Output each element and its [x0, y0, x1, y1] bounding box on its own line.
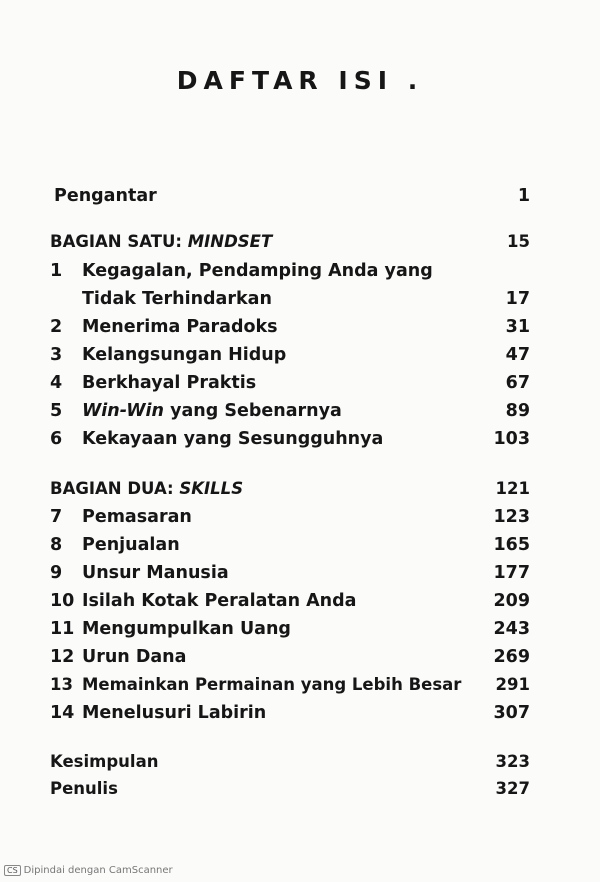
- toc-entry-ch5[interactable]: [50, 397, 530, 425]
- toc-label: Kegagalan, Pendamping Anda yang: [82, 261, 433, 281]
- toc-entry-ch3[interactable]: [50, 341, 530, 369]
- toc-entry-kesimpulan[interactable]: [50, 748, 530, 776]
- toc-label: Kelangsungan Hidup: [82, 345, 287, 365]
- toc-number: 11: [50, 619, 75, 639]
- toc-entry-penulis[interactable]: [50, 775, 530, 803]
- toc-number: 10: [50, 591, 75, 611]
- toc-label: BAGIAN SATU: MINDSET: [50, 232, 273, 251]
- toc-page: 177: [493, 563, 530, 583]
- toc-number: 2: [50, 317, 63, 337]
- toc-number: 4: [50, 373, 63, 393]
- toc-page: 327: [495, 779, 530, 798]
- toc-section-bagian-dua[interactable]: [50, 475, 530, 503]
- toc-label: Penulis: [50, 779, 118, 798]
- toc-entry-ch6[interactable]: [50, 425, 530, 453]
- page-title: DAFTAR ISI .: [176, 66, 424, 95]
- toc-page: 291: [495, 675, 530, 694]
- toc-label: Menelusuri Labirin: [82, 703, 267, 723]
- toc-label: Win-Win yang Sebenarnya: [82, 401, 342, 421]
- toc-entry-ch9[interactable]: [50, 559, 530, 587]
- toc-page: 31: [505, 317, 530, 337]
- scanner-text: Dipindai dengan CamScanner: [23, 865, 173, 876]
- toc-entry-ch1-continued[interactable]: [50, 285, 530, 313]
- toc-page: 307: [493, 703, 530, 723]
- toc-section-bagian-satu[interactable]: [50, 228, 530, 256]
- toc-number: 12: [50, 647, 75, 667]
- toc-entry-ch4[interactable]: [50, 369, 530, 397]
- toc-number: 5: [50, 401, 63, 421]
- toc-page: 269: [493, 647, 530, 667]
- toc-label: Tidak Terhindarkan: [82, 289, 272, 309]
- toc-page: 1: [517, 186, 530, 206]
- toc-page: 243: [493, 619, 530, 639]
- toc-entry-ch8[interactable]: [50, 531, 530, 559]
- toc-page: 121: [495, 479, 530, 498]
- toc-number: 8: [50, 535, 63, 555]
- toc-label: Menerima Paradoks: [82, 317, 278, 337]
- scanner-watermark: [4, 865, 173, 876]
- toc-label: Kesimpulan: [50, 752, 159, 771]
- toc-number: 3: [50, 345, 63, 365]
- camscanner-icon: CS: [4, 865, 21, 876]
- toc-number: 1: [50, 261, 63, 281]
- toc-page: 123: [493, 507, 530, 527]
- toc-entry-ch10[interactable]: [50, 587, 530, 615]
- toc-label: Unsur Manusia: [82, 563, 229, 583]
- toc-label: Memainkan Permainan yang Lebih Besar: [82, 675, 462, 694]
- toc-label: Mengumpulkan Uang: [82, 619, 291, 639]
- toc-label: BAGIAN DUA: SKILLS: [50, 479, 244, 498]
- toc-page: 15: [507, 232, 530, 251]
- toc-entry-ch1[interactable]: [50, 257, 530, 285]
- toc-number: 7: [50, 507, 63, 527]
- toc-label: Isilah Kotak Peralatan Anda: [82, 591, 357, 611]
- toc-page: 67: [505, 373, 530, 393]
- toc-label: Penjualan: [82, 535, 180, 555]
- toc-entry-pengantar[interactable]: [50, 182, 530, 210]
- toc-entry-ch13[interactable]: [50, 671, 530, 699]
- toc-page: 47: [505, 345, 530, 365]
- toc-entry-ch2[interactable]: [50, 313, 530, 341]
- toc-number: 14: [50, 703, 75, 723]
- toc-entry-ch14[interactable]: [50, 699, 530, 727]
- toc-number: 13: [50, 675, 73, 694]
- toc-entry-ch12[interactable]: [50, 643, 530, 671]
- toc-entry-ch11[interactable]: [50, 615, 530, 643]
- toc-number: 9: [50, 563, 63, 583]
- toc-page: 17: [505, 289, 530, 309]
- toc-label: Pengantar: [54, 186, 157, 206]
- toc-number: 6: [50, 429, 63, 449]
- toc-label: Berkhayal Praktis: [82, 373, 257, 393]
- toc-entry-ch7[interactable]: [50, 503, 530, 531]
- toc-page: 89: [505, 401, 530, 421]
- toc-page: 209: [493, 591, 530, 611]
- toc-label: Urun Dana: [82, 647, 187, 667]
- toc-page: 103: [493, 429, 530, 449]
- toc-page: 165: [493, 535, 530, 555]
- toc-label: Pemasaran: [82, 507, 192, 527]
- toc-label: Kekayaan yang Sesungguhnya: [82, 429, 384, 449]
- toc-page: 323: [495, 752, 530, 771]
